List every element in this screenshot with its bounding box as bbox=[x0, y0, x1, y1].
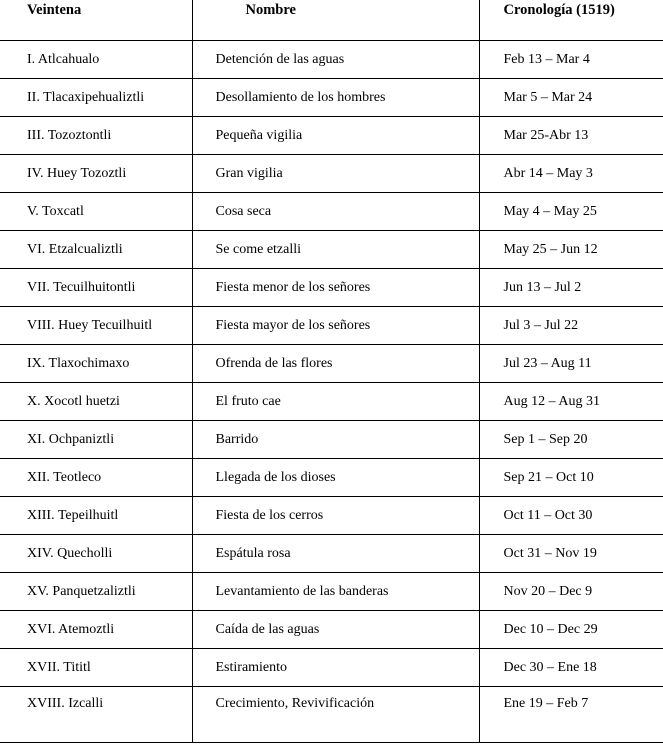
cell-cronologia: Feb 13 – Mar 4 bbox=[479, 41, 663, 79]
cell-nombre: Gran vigilia bbox=[192, 155, 479, 193]
cell-veintena: I. Atlcahualo bbox=[0, 41, 192, 79]
table-row bbox=[0, 345, 663, 383]
cell-veintena: XII. Teotleco bbox=[0, 459, 192, 497]
header-cronologia: Cronología (1519) bbox=[479, 0, 663, 41]
table-row bbox=[0, 307, 663, 345]
cell-cronologia: Dec 30 – Ene 18 bbox=[479, 649, 663, 687]
cell-veintena: XV. Panquetzaliztli bbox=[0, 573, 192, 611]
cell-nombre: Pequeña vigilia bbox=[192, 117, 479, 155]
cell-veintena: VII. Tecuilhuitontli bbox=[0, 269, 192, 307]
cell-nombre: Espátula rosa bbox=[192, 535, 479, 573]
cell-veintena: X. Xocotl huetzi bbox=[0, 383, 192, 421]
cell-veintena: XIV. Quecholli bbox=[0, 535, 192, 573]
table-row bbox=[0, 459, 663, 497]
table-row bbox=[0, 611, 663, 649]
table-row bbox=[0, 155, 663, 193]
cell-veintena: VI. Etzalcualiztli bbox=[0, 231, 192, 269]
cell-cronologia: Jul 23 – Aug 11 bbox=[479, 345, 663, 383]
table-row bbox=[0, 497, 663, 535]
table-row bbox=[0, 687, 663, 743]
cell-cronologia: Mar 25-Abr 13 bbox=[479, 117, 663, 155]
cell-veintena: XIII. Tepeilhuitl bbox=[0, 497, 192, 535]
header-veintena: Veintena bbox=[0, 0, 192, 41]
cell-cronologia: Jul 3 – Jul 22 bbox=[479, 307, 663, 345]
cell-veintena: XVIII. Izcalli bbox=[0, 687, 192, 743]
cell-cronologia: May 25 – Jun 12 bbox=[479, 231, 663, 269]
cell-nombre: Estiramiento bbox=[192, 649, 479, 687]
table-row bbox=[0, 117, 663, 155]
cell-nombre: Fiesta menor de los señores bbox=[192, 269, 479, 307]
cell-cronologia: Sep 21 – Oct 10 bbox=[479, 459, 663, 497]
cell-nombre: Crecimiento, Revivificación bbox=[192, 687, 479, 743]
cell-nombre: El fruto cae bbox=[192, 383, 479, 421]
table-row bbox=[0, 535, 663, 573]
header-row bbox=[0, 0, 663, 41]
table-body bbox=[0, 41, 663, 743]
cell-nombre: Fiesta mayor de los señores bbox=[192, 307, 479, 345]
cell-veintena: IX. Tlaxochimaxo bbox=[0, 345, 192, 383]
header-nombre: Nombre bbox=[192, 0, 479, 41]
cell-veintena: V. Toxcatl bbox=[0, 193, 192, 231]
table-row bbox=[0, 573, 663, 611]
table-row bbox=[0, 269, 663, 307]
cell-nombre: Barrido bbox=[192, 421, 479, 459]
cell-cronologia: Mar 5 – Mar 24 bbox=[479, 79, 663, 117]
cell-cronologia: Sep 1 – Sep 20 bbox=[479, 421, 663, 459]
cell-cronologia: Jun 13 – Jul 2 bbox=[479, 269, 663, 307]
cell-veintena: VIII. Huey Tecuilhuitl bbox=[0, 307, 192, 345]
cell-cronologia: May 4 – May 25 bbox=[479, 193, 663, 231]
cell-veintena: II. Tlacaxipehualiztli bbox=[0, 79, 192, 117]
table-row bbox=[0, 193, 663, 231]
cell-nombre: Levantamiento de las banderas bbox=[192, 573, 479, 611]
table-row bbox=[0, 421, 663, 459]
cell-cronologia: Ene 19 – Feb 7 bbox=[479, 687, 663, 743]
cell-cronologia: Dec 10 – Dec 29 bbox=[479, 611, 663, 649]
table-row bbox=[0, 383, 663, 421]
cell-nombre: Cosa seca bbox=[192, 193, 479, 231]
cell-cronologia: Oct 31 – Nov 19 bbox=[479, 535, 663, 573]
cell-veintena: IV. Huey Tozoztli bbox=[0, 155, 192, 193]
cell-cronologia: Oct 11 – Oct 30 bbox=[479, 497, 663, 535]
table-row bbox=[0, 41, 663, 79]
cell-cronologia: Abr 14 – May 3 bbox=[479, 155, 663, 193]
cell-cronologia: Aug 12 – Aug 31 bbox=[479, 383, 663, 421]
cell-nombre: Ofrenda de las flores bbox=[192, 345, 479, 383]
cell-nombre: Se come etzalli bbox=[192, 231, 479, 269]
table-row bbox=[0, 79, 663, 117]
cell-nombre: Fiesta de los cerros bbox=[192, 497, 479, 535]
table-row bbox=[0, 649, 663, 687]
cell-nombre: Caída de las aguas bbox=[192, 611, 479, 649]
table-row bbox=[0, 231, 663, 269]
cell-nombre: Llegada de los dioses bbox=[192, 459, 479, 497]
cell-veintena: XVII. Tititl bbox=[0, 649, 192, 687]
cell-cronologia: Nov 20 – Dec 9 bbox=[479, 573, 663, 611]
table-header bbox=[0, 0, 663, 41]
cell-veintena: XVI. Atemoztli bbox=[0, 611, 192, 649]
cell-veintena: XI. Ochpaniztli bbox=[0, 421, 192, 459]
cell-nombre: Desollamiento de los hombres bbox=[192, 79, 479, 117]
cell-veintena: III. Tozoztontli bbox=[0, 117, 192, 155]
cell-nombre: Detención de las aguas bbox=[192, 41, 479, 79]
